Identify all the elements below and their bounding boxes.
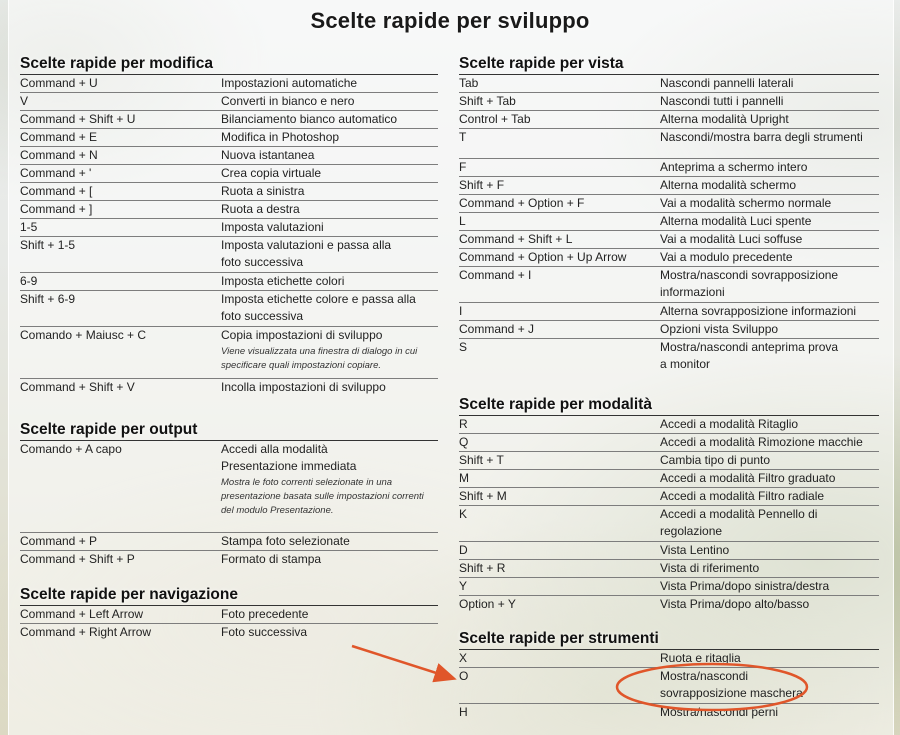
shortcut-key: Shift + Tab — [459, 94, 516, 108]
shortcut-key: Shift + M — [459, 489, 507, 503]
shortcut-action: Crea copia virtuale — [221, 166, 322, 180]
shortcut-action: Alterna sovrapposizione informazioni — [660, 304, 857, 318]
shortcut-action: Mostra/nascondi perni — [660, 705, 779, 719]
shortcut-key: 6-9 — [20, 274, 38, 288]
shortcut-action: Modifica in Photoshop — [221, 130, 340, 144]
shortcut-key: Option + Y — [459, 597, 516, 611]
shortcut-key: T — [459, 130, 467, 144]
section-title-strumenti: Scelte rapide per strumenti — [459, 629, 879, 650]
shortcut-key: Control + Tab — [459, 112, 531, 126]
shortcut-key: Command + Shift + U — [20, 112, 136, 126]
action-line: foto successiva — [221, 255, 304, 269]
shortcut-action: Cambia tipo di punto — [660, 453, 771, 467]
shortcut-key: S — [459, 340, 468, 354]
shortcut-action: Vai a modulo precedente — [660, 250, 793, 264]
action-line: Mostra/nascondi anteprima prova — [660, 340, 839, 354]
action-line: Mostra/nascondi sovrapposizione — [660, 268, 839, 282]
shortcut-key: Command + Shift + L — [459, 232, 573, 246]
shortcut-action: Vista Lentino — [660, 543, 730, 557]
shortcut-key: Shift + R — [459, 561, 506, 575]
shortcut-key: Command + ' — [20, 166, 92, 180]
shortcut-key: H — [459, 705, 468, 719]
action-line: Accedi a modalità Pennello di — [660, 507, 818, 521]
shortcut-action: Vista Prima/dopo sinistra/destra — [660, 579, 830, 593]
shortcut-key: Command + [ — [20, 184, 93, 198]
shortcut-action: Anteprima a schermo intero — [660, 160, 808, 174]
action-line: Copia impostazioni di sviluppo — [221, 328, 383, 342]
shortcut-action: Alterna modalità Upright — [660, 112, 789, 126]
shortcut-key: O — [459, 669, 469, 683]
shortcut-action: Alterna modalità schermo — [660, 178, 797, 192]
shortcut-key: Y — [459, 579, 468, 593]
shortcut-action: Opzioni vista Sviluppo — [660, 322, 779, 336]
note-line: Viene visualizzata una finestra di dialogo in cui — [221, 346, 418, 357]
action-line: sovrapposizione maschera — [660, 686, 803, 700]
action-line: Imposta valutazioni e passa alla — [221, 238, 392, 252]
shortcut-key: Command + ] — [20, 202, 93, 216]
action-line: regolazione — [660, 524, 723, 538]
shortcut-key: Shift + F — [459, 178, 505, 192]
shortcut-key: Command + N — [20, 148, 98, 162]
annotation-circle — [617, 664, 807, 710]
shortcut-key: Shift + 1-5 — [20, 238, 76, 252]
note-line: presentazione basata sulle impostazioni correnti — [221, 491, 424, 502]
action-line: informazioni — [660, 285, 725, 299]
shortcut-key: Q — [459, 435, 469, 449]
action-line: Mostra/nascondi — [660, 669, 749, 683]
note-line: specificare quali impostazioni copiare. — [221, 360, 381, 371]
shortcut-action: Ruota a destra — [221, 202, 300, 216]
action-line: foto successiva — [221, 309, 304, 323]
shortcut-action: Incolla impostazioni di sviluppo — [221, 380, 386, 394]
shortcut-key: Command + Option + F — [459, 196, 585, 210]
shortcut-action: Bilanciamento bianco automatico — [221, 112, 398, 126]
shortcut-action: Foto precedente — [221, 607, 309, 621]
shortcut-action: Vai a modalità Luci soffuse — [660, 232, 803, 246]
shortcut-key: Command + Shift + V — [20, 380, 135, 394]
shortcut-key: M — [459, 471, 469, 485]
shortcut-key: Comando + A capo — [20, 442, 122, 456]
shortcut-action: Stampa foto selezionate — [221, 534, 350, 548]
annotation-arrow — [352, 646, 452, 678]
shortcut-action: Accedi a modalità Filtro radiale — [660, 489, 825, 503]
section-title-modifica: Scelte rapide per modifica — [20, 54, 438, 75]
shortcut-key: Command + J — [459, 322, 535, 336]
shortcut-key: Command + Shift + P — [20, 552, 135, 566]
shortcut-action: Converti in bianco e nero — [221, 94, 355, 108]
shortcut-key: Command + U — [20, 76, 98, 90]
shortcut-key: L — [459, 214, 466, 228]
note-line: del modulo Presentazione. — [221, 505, 334, 516]
shortcut-action: Vai a modalità schermo normale — [660, 196, 832, 210]
shortcut-key: X — [459, 651, 468, 665]
shortcut-action: Vista Prima/dopo alto/basso — [660, 597, 810, 611]
note-line: Mostra le foto correnti selezionate in una — [221, 477, 393, 488]
shortcut-key: F — [459, 160, 467, 174]
shortcut-action: Impostazioni automatiche — [221, 76, 358, 90]
shortcut-key: I — [459, 304, 463, 318]
shortcut-key: Command + Right Arrow — [20, 625, 152, 639]
section-title-modalita: Scelte rapide per modalità — [459, 395, 879, 416]
shortcut-action: Nascondi/mostra barra degli strumenti — [660, 130, 863, 144]
page-title: Scelte rapide per sviluppo — [310, 8, 590, 33]
shortcut-action: Nascondi tutti i pannelli — [660, 94, 784, 108]
shortcut-action: Accedi a modalità Filtro graduato — [660, 471, 836, 485]
shortcut-key: K — [459, 507, 468, 521]
shortcut-key: Shift + 6-9 — [20, 292, 76, 306]
shortcut-key: 1-5 — [20, 220, 38, 234]
shortcut-key: Command + I — [459, 268, 532, 282]
shortcut-key: Command + E — [20, 130, 98, 144]
shortcut-action: Ruota e ritaglia — [660, 651, 741, 665]
shortcut-action: Accedi a modalità Ritaglio — [660, 417, 799, 431]
action-line: Accedi alla modalità — [221, 442, 328, 456]
shortcut-action: Imposta etichette colori — [221, 274, 345, 288]
shortcut-action: Accedi a modalità Rimozione macchie — [660, 435, 863, 449]
shortcut-key: Comando + Maiusc + C — [20, 328, 147, 342]
action-line: Imposta etichette colore e passa alla — [221, 292, 416, 306]
shortcut-key: Shift + T — [459, 453, 504, 467]
shortcut-action: Alterna modalità Luci spente — [660, 214, 812, 228]
shortcut-action: Nuova istantanea — [221, 148, 315, 162]
shortcut-action: Formato di stampa — [221, 552, 322, 566]
shortcut-action: Imposta valutazioni — [221, 220, 324, 234]
shortcut-key: R — [459, 417, 468, 431]
shortcut-action: Nascondi pannelli laterali — [660, 76, 794, 90]
shortcut-key: Command + P — [20, 534, 98, 548]
section-title-output: Scelte rapide per output — [20, 420, 438, 441]
shortcut-key: Command + Option + Up Arrow — [459, 250, 627, 264]
section-title-vista: Scelte rapide per vista — [459, 54, 879, 75]
section-title-navigazione: Scelte rapide per navigazione — [20, 585, 438, 606]
shortcut-key: V — [20, 94, 29, 108]
action-line: Presentazione immediata — [221, 459, 357, 473]
shortcut-key: Tab — [459, 76, 479, 90]
shortcut-action: Foto successiva — [221, 625, 308, 639]
shortcut-action: Vista di riferimento — [660, 561, 760, 575]
action-line: a monitor — [660, 357, 711, 371]
shortcut-action: Ruota a sinistra — [221, 184, 305, 198]
shortcut-key: D — [459, 543, 468, 557]
shortcut-key: Command + Left Arrow — [20, 607, 144, 621]
